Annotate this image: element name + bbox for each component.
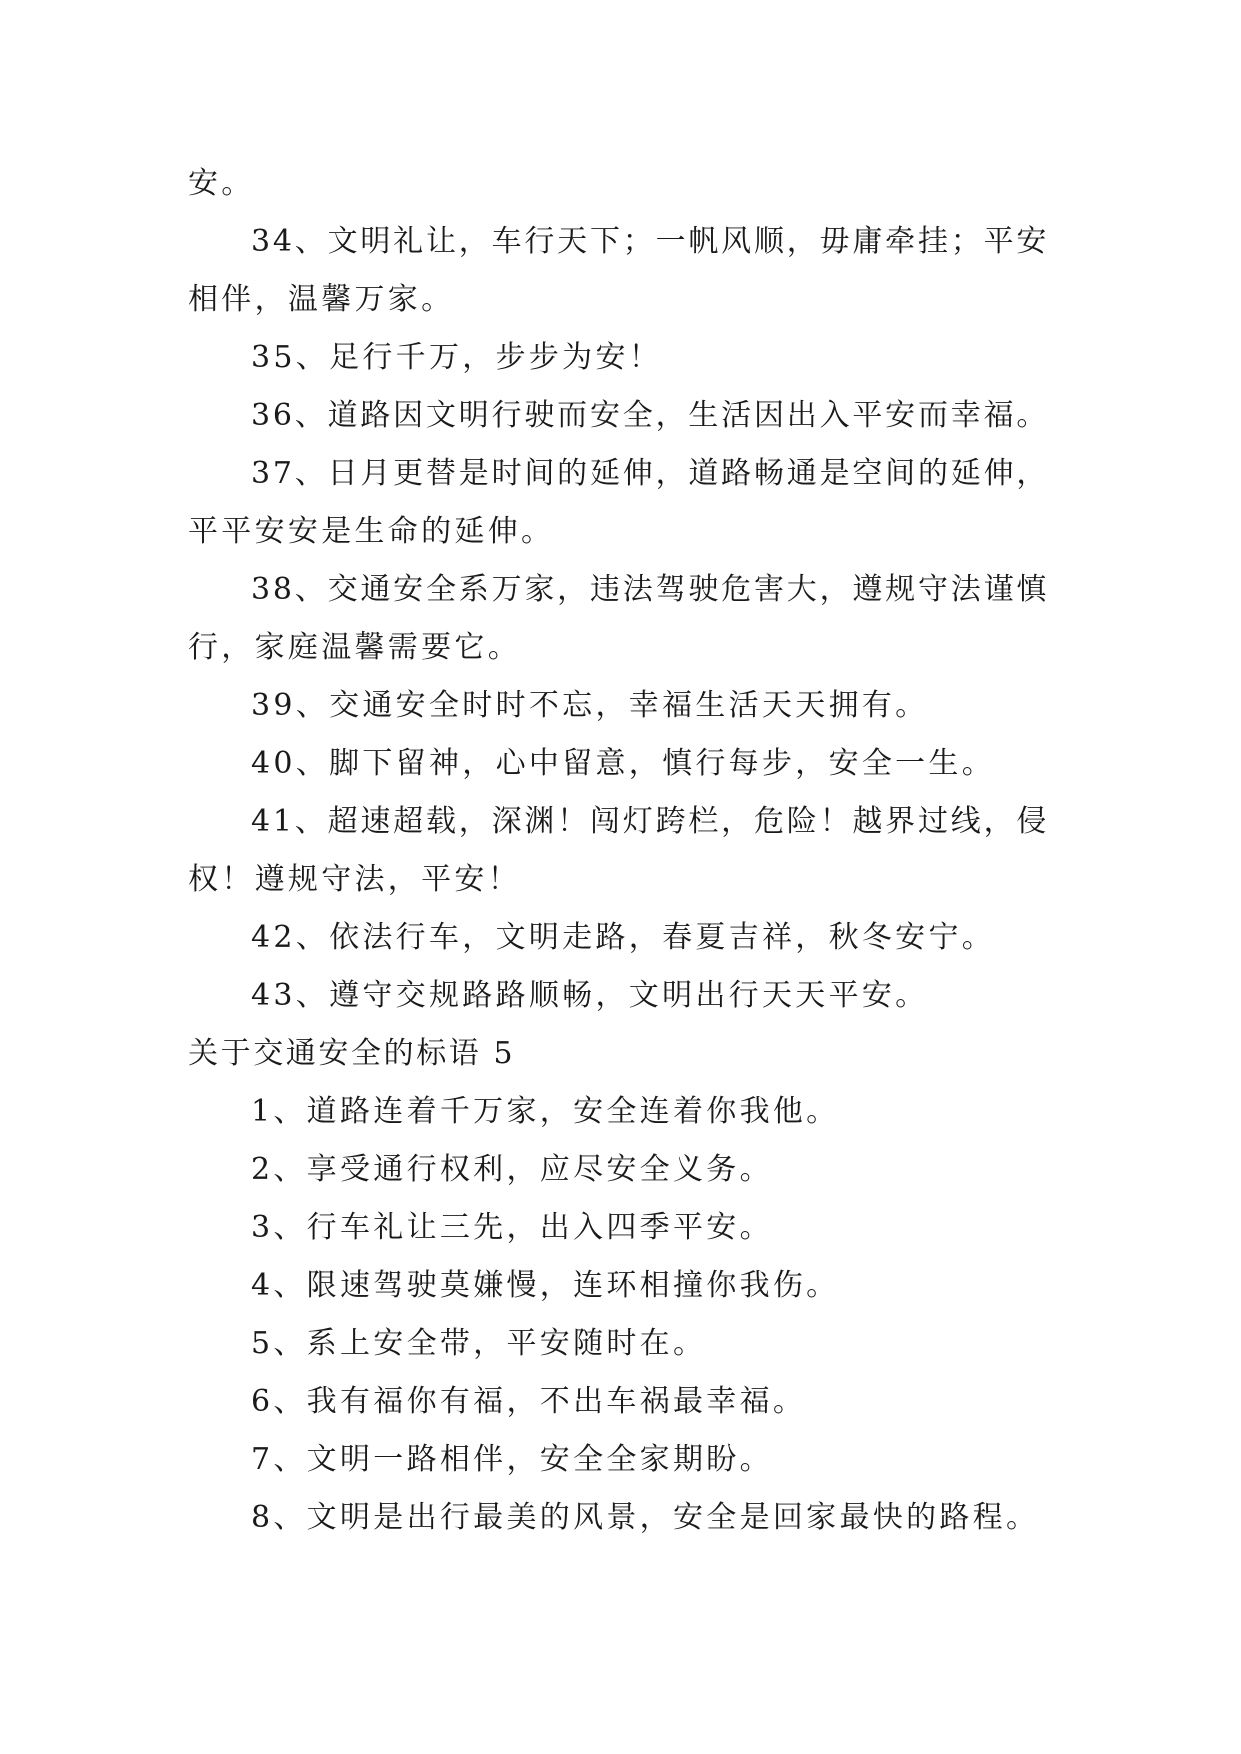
slogan-5: 5、系上安全带，平安随时在。 [251,1326,707,1361]
slogan-34-line-2: 相伴，温馨万家。 [188,282,455,317]
section-heading: 关于交通安全的标语 5 [188,1036,516,1071]
slogan-34-line-1: 34、文明礼让，车行天下；一帆风顺，毋庸牵挂；平安 [251,224,1050,259]
slogan-2: 2、享受通行权利，应尽安全义务。 [251,1152,773,1187]
text-line-continuation: 安。 [188,166,255,201]
slogan-3: 3、行车礼让三先，出入四季平安。 [251,1210,773,1245]
slogan-37-line-2: 平平安安是生命的延伸。 [188,514,555,549]
slogan-38-line-2: 行，家庭温馨需要它。 [188,630,521,665]
slogan-41-line-2: 权！遵规守法，平安！ [188,862,521,897]
slogan-1: 1、道路连着千万家，安全连着你我他。 [251,1094,840,1129]
slogan-39: 39、交通安全时时不忘，幸福生活天天拥有。 [251,688,929,723]
slogan-42: 42、依法行车，文明走路，春夏吉祥，秋冬安宁。 [251,920,996,955]
slogan-41-line-1: 41、超速超载，深渊！闯灯跨栏，危险！越界过线，侵 [251,804,1050,839]
slogan-43: 43、遵守交规路路顺畅，文明出行天天平安。 [251,978,929,1013]
slogan-40: 40、脚下留神，心中留意，慎行每步，安全一生。 [251,746,996,781]
slogan-4: 4、限速驾驶莫嫌慢，连环相撞你我伤。 [251,1268,840,1303]
slogan-6: 6、我有福你有福，不出车祸最幸福。 [251,1384,807,1419]
slogan-37-line-1: 37、日月更替是时间的延伸，道路畅通是空间的延伸， [251,456,1050,491]
slogan-8: 8、文明是出行最美的风景，安全是回家最快的路程。 [251,1500,1040,1535]
slogan-7: 7、文明一路相伴，安全全家期盼。 [251,1442,773,1477]
slogan-36: 36、道路因文明行驶而安全，生活因出入平安而幸福。 [251,398,1050,433]
slogan-38-line-1: 38、交通安全系万家，违法驾驶危害大，遵规守法谨慎 [251,572,1050,607]
slogan-35: 35、足行千万，步步为安！ [251,340,663,375]
